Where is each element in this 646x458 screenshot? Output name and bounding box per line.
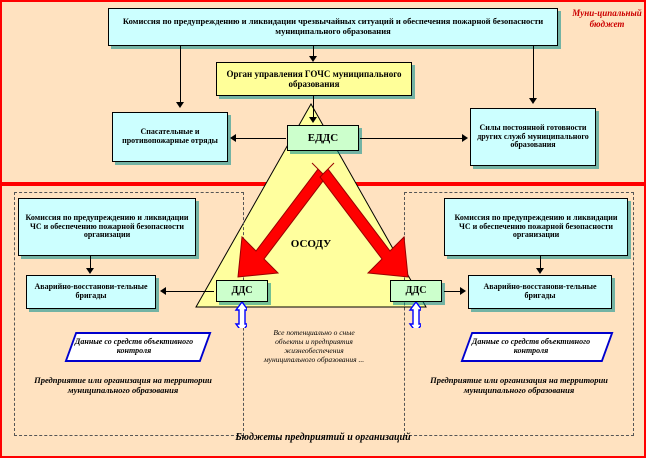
red-arrow-right bbox=[310, 155, 430, 285]
edds-box[interactable]: ЕДДС bbox=[287, 125, 359, 151]
osodu-label: ОСОДУ bbox=[290, 238, 332, 250]
rescue-units-box[interactable]: Спасательные и противопожарные отряды bbox=[112, 112, 228, 162]
permanent-forces-box[interactable]: Силы постоянной готовности других служб муниципального образования bbox=[470, 108, 596, 166]
connector-edds-forces bbox=[360, 138, 462, 139]
arrowhead-left-dds-brigades bbox=[160, 287, 166, 295]
connector-commission-gochs bbox=[313, 46, 314, 56]
arrowhead-commission-rescue bbox=[176, 102, 184, 108]
connector-right-dds-brigades bbox=[444, 291, 460, 292]
left-brigades-box[interactable]: Аварийно-восстанови-тельные бригады bbox=[26, 275, 156, 309]
arrowhead-gochs-edds bbox=[309, 117, 317, 123]
objects-note-label: Все потенциально о сные объекты и предприятия жизнеобеспечения муниципального образования ... bbox=[263, 328, 365, 364]
left-data-label: Данные со средств объективного контроля bbox=[74, 337, 194, 356]
connector-commission-right-v bbox=[533, 46, 534, 98]
arrowhead-right-dds-brigades bbox=[460, 287, 466, 295]
left-dds-box[interactable]: ДДС bbox=[216, 280, 268, 302]
right-enterprise-caption: Предприятие или организация на территории муниципального образования bbox=[430, 375, 608, 396]
connector-left-dds-brigades bbox=[166, 291, 214, 292]
right-data-label: Данные со средств объективного контроля bbox=[471, 337, 591, 356]
arrowhead-commission-forces bbox=[529, 98, 537, 104]
right-organization-commission-box[interactable]: Комиссия по предупреждению и ликвидации ЧС и обеспечению пожарной безопасности организации bbox=[444, 198, 628, 256]
municipal-budget-label: Муни-ципальный бюджет bbox=[572, 8, 642, 30]
connector-right-commission-down bbox=[540, 256, 541, 268]
gochs-box[interactable]: Орган управления ГОЧС муниципального образования bbox=[216, 62, 412, 96]
arrowhead-edds-forces bbox=[462, 134, 468, 142]
arrowhead-commission-gochs bbox=[309, 56, 317, 62]
connector-left-commission-down bbox=[90, 256, 91, 268]
arrowhead-edds-rescue bbox=[230, 134, 236, 142]
arrowhead-right-commission-brigades bbox=[536, 268, 544, 274]
right-brigades-box[interactable]: Аварийно-восстанови-тельные бригады bbox=[468, 275, 612, 309]
right-dds-box[interactable]: ДДС bbox=[390, 280, 442, 302]
municipal-commission-box[interactable]: Комиссия по предупреждению и ликвидации чрезвычайных ситуаций и обеспечения пожарной безопасности муниципального образования bbox=[108, 8, 558, 46]
connector-edds-rescue bbox=[236, 138, 286, 139]
enterprise-budget-caption: Бюджеты предприятий и организаций bbox=[235, 432, 411, 443]
connector-gochs-edds bbox=[313, 96, 314, 117]
left-organization-commission-box[interactable]: Комиссия по предупреждению и ликвидации ЧС и обеспечению пожарной безопасности организации bbox=[18, 198, 196, 256]
connector-commission-left-v bbox=[180, 46, 181, 102]
right-dds-blue-arrow bbox=[408, 302, 421, 328]
left-dds-blue-arrow bbox=[234, 302, 247, 328]
arrowhead-left-commission-brigades bbox=[86, 268, 94, 274]
left-enterprise-caption: Предприятие или организация на территории муниципального образования bbox=[34, 375, 212, 396]
